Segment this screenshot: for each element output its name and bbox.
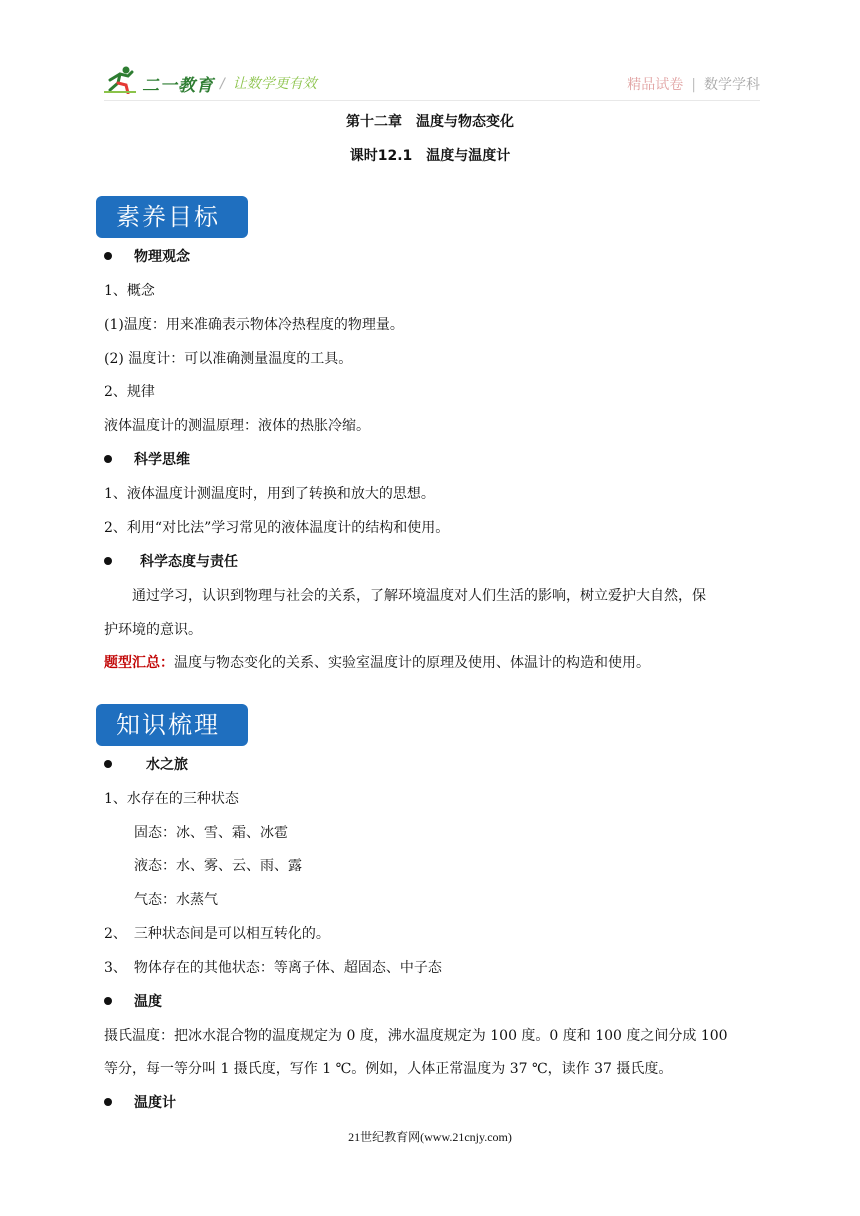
text-line: 通过学习，认识到物理与社会的关系，了解环境温度对人们生活的影响，树立爱护大自然，保	[132, 588, 706, 604]
text-line: 液体温度计的测温原理：液体的热胀冷缩。	[104, 418, 370, 434]
text-line: 3、 物体存在的其他状态：等离子体、超固态、中子态	[104, 960, 442, 976]
bullet-icon	[104, 252, 112, 260]
chapter-title: 第十二章 温度与物态变化	[346, 114, 514, 130]
slogan: / 让数学更有效	[220, 76, 317, 92]
summary-text: 温度与物态变化的关系、实验室温度计的原理及使用、体温计的构造和使用。	[174, 655, 650, 671]
page-footer: 21世纪教育网(www.21cnjy.com)	[348, 1130, 512, 1144]
heading-science-thinking	[104, 449, 190, 469]
heading-water-journey	[104, 754, 188, 774]
heading-text: 科学思维	[134, 452, 190, 468]
runner-logo-icon	[104, 66, 138, 94]
heading-text: 温度计	[134, 1095, 176, 1111]
logo-text: 二一教育	[142, 76, 214, 96]
text-line: 1、液体温度计测温度时，用到了转换和放大的思想。	[104, 486, 435, 502]
heading-temperature	[104, 991, 162, 1011]
text-line: (1)温度：用来准确表示物体冷热程度的物理量。	[104, 317, 404, 333]
text-line: (2) 温度计：可以准确测量温度的工具。	[104, 351, 353, 367]
text-line: 摄氏温度：把冰水混合物的温度规定为 0 度，沸水温度规定为 100 度。0 度和 100 度之间分成 100	[104, 1028, 728, 1044]
text-line: 1、概念	[104, 283, 155, 299]
header-tag: 精品试卷	[627, 77, 684, 93]
bullet-icon	[104, 455, 112, 463]
heading-text: 科学态度与责任	[140, 554, 238, 570]
text-line: 液态：水、雾、云、雨、露	[134, 858, 302, 874]
text-line: 固态：冰、雪、霜、冰雹	[134, 825, 288, 841]
heading-text: 水之旅	[146, 757, 188, 773]
bullet-icon	[104, 997, 112, 1005]
header-subject: 数学学科	[704, 77, 760, 93]
text-line: 2、 三种状态间是可以相互转化的。	[104, 926, 330, 942]
text-line: 等分，每一等分叫 1 摄氏度，写作 1 ℃。例如，人体正常温度为 37 ℃，读作 37 摄氏度。	[104, 1061, 673, 1077]
summary-line	[104, 652, 650, 672]
heading-text: 温度	[134, 994, 162, 1010]
heading-physics-concept	[104, 246, 190, 266]
section-banner-knowledge: 知识梳理	[96, 704, 248, 746]
heading-text: 物理观念	[134, 249, 190, 265]
text-line: 1、水存在的三种状态	[104, 791, 239, 807]
header-divider	[104, 100, 760, 101]
lesson-title: 课时12.1 温度与温度计	[349, 148, 511, 164]
text-line: 护环境的意识。	[104, 622, 202, 638]
text-line: 气态：水蒸气	[134, 892, 218, 908]
text-line: 2、利用“对比法”学习常见的液体温度计的结构和使用。	[104, 520, 450, 536]
summary-label: 题型汇总：	[104, 655, 174, 671]
bullet-icon	[104, 760, 112, 768]
heading-attitude	[104, 551, 238, 571]
bullet-icon	[104, 1098, 112, 1106]
bullet-icon	[104, 557, 112, 565]
section-banner-goals: 素养目标	[96, 196, 248, 238]
slogan-text: 让数学更有效	[232, 76, 317, 92]
text-line: 2、规律	[104, 384, 155, 400]
page-header	[104, 62, 760, 102]
heading-thermometer	[104, 1092, 176, 1112]
header-right: 精品试卷 | 数学学科	[627, 77, 760, 93]
